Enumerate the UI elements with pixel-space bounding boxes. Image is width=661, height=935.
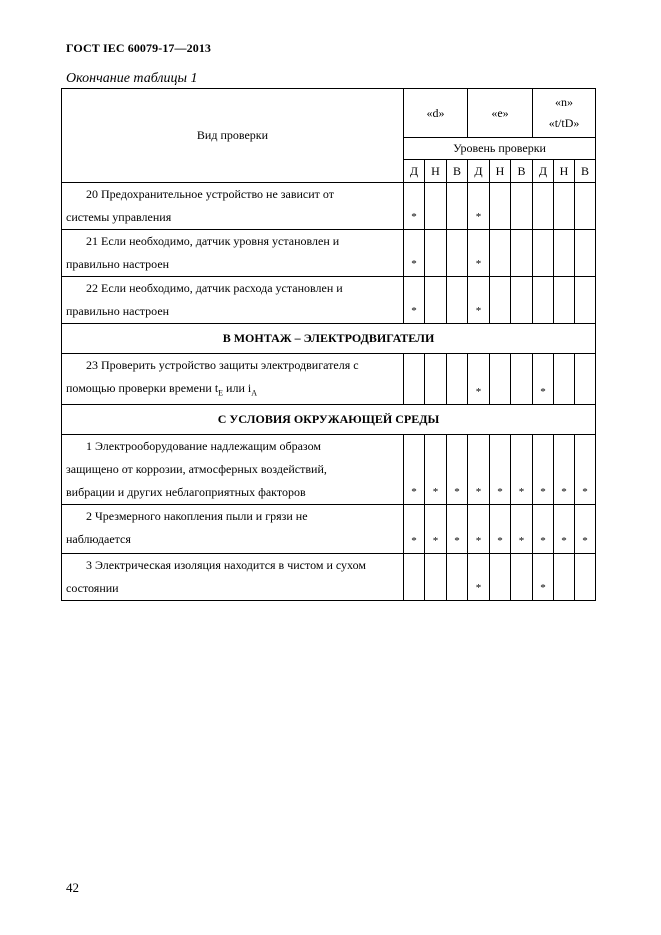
mark-cell: * [468,183,490,230]
table-row [62,354,596,405]
mark-cell: * [404,277,425,324]
mark-cell: * [554,435,575,505]
level-cell: Д [533,160,554,183]
level-cell: Н [554,160,575,183]
group-header-n-ttd [533,89,596,138]
level-cell: В [447,160,468,183]
mark-cell [425,183,447,230]
mark-cell [554,277,575,324]
check-description: 22 Если необходимо, датчик расхода установлен и правильно настроен [62,277,404,324]
mark-cell [554,354,575,405]
column-header-check-type: Вид проверки [62,89,404,183]
mark-cell [425,230,447,277]
mark-cell [575,230,596,277]
mark-cell: * [447,435,468,505]
mark-cell [447,230,468,277]
mark-cell [425,554,447,601]
mark-cell [511,230,533,277]
level-cell: В [575,160,596,183]
group-header-e: «e» [468,89,533,138]
table-row [62,435,596,505]
mark-cell [404,354,425,405]
mark-cell: * [468,230,490,277]
mark-cell [575,354,596,405]
check-description: 23 Проверить устройство защиты электродвигателя с помощью проверки времени $t_E$ или $i_A$ [62,354,404,405]
mark-cell: * [468,505,490,554]
table-row [62,554,596,601]
mark-cell: * [575,505,596,554]
mark-cell [511,277,533,324]
mark-cell [425,354,447,405]
check-description: 20 Предохранительное устройство не зависит от системы управления [62,183,404,230]
level-cell: Н [490,160,511,183]
mark-cell [575,277,596,324]
group-header-ttd: «t/tD» [548,116,580,130]
mark-cell [490,183,511,230]
mark-cell [447,354,468,405]
mark-cell: * [511,435,533,505]
mark-cell: * [425,435,447,505]
mark-cell: * [490,435,511,505]
table-row [62,183,596,230]
mark-cell [511,183,533,230]
mark-cell: * [533,554,554,601]
mark-cell [490,230,511,277]
table-row [62,277,596,324]
mark-cell: * [447,505,468,554]
mark-cell: * [468,277,490,324]
group-header-d: «d» [404,89,468,138]
level-cell: Д [468,160,490,183]
mark-cell: * [468,554,490,601]
mark-cell [490,277,511,324]
level-cell: В [511,160,533,183]
check-description: 1 Электрооборудование надлежащим образом защищено от коррозии, атмосферных воздействий, вибрации и других неблагоприятных факторов [62,435,404,505]
level-header: Уровень проверки [404,138,596,160]
table-caption: Окончание таблицы 1 [66,71,198,86]
mark-cell [554,554,575,601]
mark-cell [404,554,425,601]
document-header: ГОСТ IEC 60079-17—2013 [66,41,212,55]
mark-cell: * [425,505,447,554]
mark-cell [533,277,554,324]
mark-cell [511,354,533,405]
mark-cell [447,277,468,324]
mark-cell [447,554,468,601]
section-heading-motors: В МОНТАЖ – ЭЛЕКТРОДВИГАТЕЛИ [62,324,596,354]
page-number: 42 [66,880,79,895]
mark-cell: * [468,354,490,405]
table-row [62,230,596,277]
mark-cell: * [533,435,554,505]
mark-cell: * [533,505,554,554]
mark-cell: * [404,505,425,554]
mark-cell [575,183,596,230]
mark-cell: * [404,230,425,277]
mark-cell [554,230,575,277]
mark-cell [447,183,468,230]
mark-cell: * [404,435,425,505]
mark-cell [490,554,511,601]
mark-cell: * [490,505,511,554]
mark-cell: * [554,505,575,554]
check-description: 2 Чрезмерного накопления пыли и грязи не наблюдается [62,505,404,554]
mark-cell [425,277,447,324]
table-row [62,505,596,554]
mark-cell: * [533,354,554,405]
mark-cell [533,183,554,230]
mark-cell [533,230,554,277]
mark-cell [554,183,575,230]
check-description: 3 Электрическая изоляция находится в чистом и сухом состоянии [62,554,404,601]
level-cell: Н [425,160,447,183]
mark-cell [575,554,596,601]
level-cell: Д [404,160,425,183]
mark-cell: * [575,435,596,505]
mark-cell [490,354,511,405]
mark-cell: * [404,183,425,230]
check-description: 21 Если необходимо, датчик уровня установлен и правильно настроен [62,230,404,277]
section-heading-environment: С УСЛОВИЯ ОКРУЖАЮЩЕЙ СРЕДЫ [62,405,596,435]
mark-cell: * [511,505,533,554]
inspection-table [61,88,596,601]
group-header-n: «n» [555,95,574,109]
mark-cell: * [468,435,490,505]
mark-cell [511,554,533,601]
